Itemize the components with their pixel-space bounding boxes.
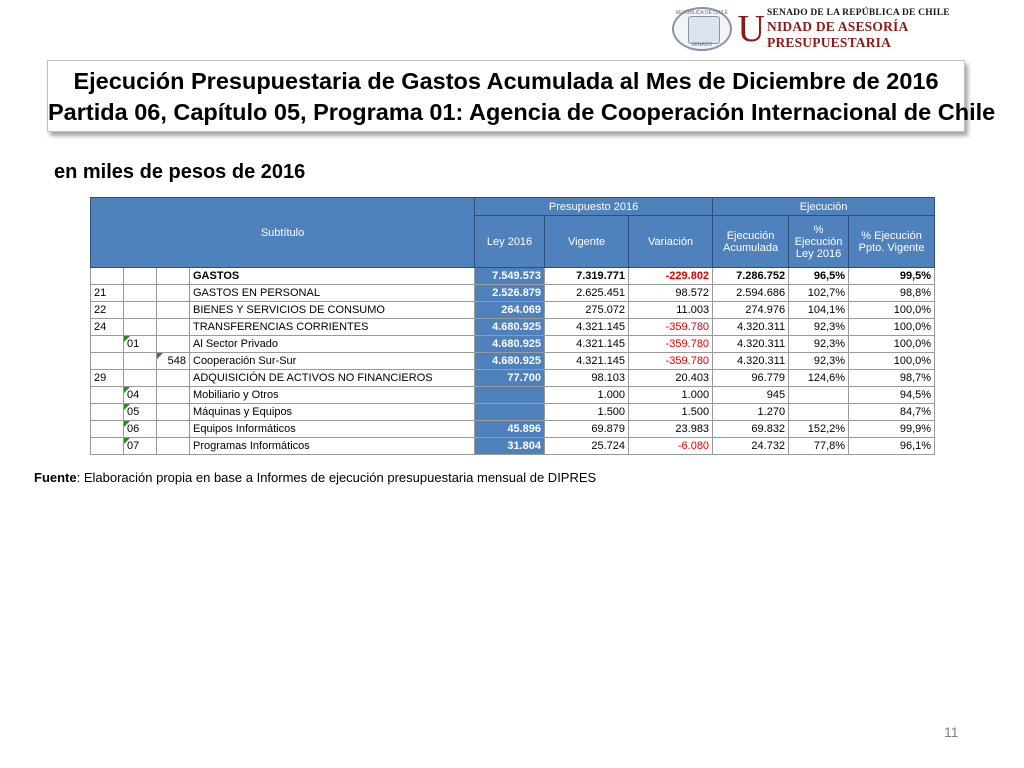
header-subtitulo: Subtítulo [91, 198, 475, 268]
table-row [91, 268, 935, 285]
cell-name: Al Sector Privado [190, 336, 475, 353]
cell-ejecucion: 274.976 [713, 302, 789, 319]
cell-name: Equipos Informáticos [190, 421, 475, 438]
seal-top-text: REPÚBLICA DE CHILE [675, 10, 729, 16]
cell-c1 [91, 387, 124, 404]
cell-c1: 29 [91, 370, 124, 387]
table-row [91, 353, 935, 370]
cell-c1 [91, 353, 124, 370]
cell-ley: 45.896 [475, 421, 545, 438]
cell-pct-ley: 104,1% [789, 302, 849, 319]
cell-vigente: 1.000 [545, 387, 629, 404]
cell-ejecucion: 4.320.311 [713, 353, 789, 370]
cell-pct-ley: 102,7% [789, 285, 849, 302]
cell-ley: 2.526.879 [475, 285, 545, 302]
cell-ley [475, 387, 545, 404]
cell-ley: 31.804 [475, 438, 545, 455]
cell-pct-vigente: 84,7% [849, 404, 935, 421]
cell-variacion: -359.780 [629, 336, 713, 353]
cell-name: TRANSFERENCIAS CORRIENTES [190, 319, 475, 336]
header-ley: Ley 2016 [475, 216, 545, 268]
cell-ejecucion: 24.732 [713, 438, 789, 455]
header-ejecucion-acumulada: Ejecución Acumulada [713, 216, 789, 268]
cell-vigente: 275.072 [545, 302, 629, 319]
table-row [91, 370, 935, 387]
cell-c3 [157, 319, 190, 336]
cell-c3 [157, 336, 190, 353]
cell-c1 [91, 336, 124, 353]
cell-vigente: 98.103 [545, 370, 629, 387]
cell-vigente: 4.321.145 [545, 336, 629, 353]
header-presupuesto: Presupuesto 2016 [475, 198, 713, 216]
cell-variacion: 98.572 [629, 285, 713, 302]
cell-pct-ley: 124,6% [789, 370, 849, 387]
cell-ley: 4.680.925 [475, 353, 545, 370]
senate-logo [672, 6, 1024, 52]
cell-c2: 01 [124, 336, 157, 353]
cell-pct-vigente: 99,9% [849, 421, 935, 438]
source-label: Fuente [34, 470, 77, 485]
cell-c3 [157, 285, 190, 302]
cell-pct-vigente: 98,8% [849, 285, 935, 302]
cell-pct-ley [789, 387, 849, 404]
cell-ley [475, 404, 545, 421]
cell-c2 [124, 319, 157, 336]
cell-pct-ley: 92,3% [789, 353, 849, 370]
cell-ejecucion: 69.832 [713, 421, 789, 438]
cell-pct-vigente: 96,1% [849, 438, 935, 455]
cell-variacion: -359.780 [629, 319, 713, 336]
cell-name: BIENES Y SERVICIOS DE CONSUMO [190, 302, 475, 319]
cell-variacion: -229.802 [629, 268, 713, 285]
logo-initial: U [737, 8, 765, 50]
cell-c3 [157, 404, 190, 421]
cell-c3 [157, 438, 190, 455]
cell-c2: 05 [124, 404, 157, 421]
coat-of-arms-icon [688, 16, 720, 44]
cell-c3: 548 [157, 353, 190, 370]
cell-c1: 21 [91, 285, 124, 302]
cell-ley: 77.700 [475, 370, 545, 387]
cell-c2: 07 [124, 438, 157, 455]
cell-c1 [91, 421, 124, 438]
table-row [91, 404, 935, 421]
cell-ley: 4.680.925 [475, 319, 545, 336]
cell-pct-ley: 92,3% [789, 336, 849, 353]
cell-ejecucion: 945 [713, 387, 789, 404]
header-ejecucion-group: Ejecución [713, 198, 935, 216]
cell-c2 [124, 268, 157, 285]
page-number: 11 [944, 724, 959, 740]
senate-seal-icon [672, 7, 732, 51]
cell-vigente: 4.321.145 [545, 319, 629, 336]
cell-variacion: -6.080 [629, 438, 713, 455]
cell-vigente: 2.625.451 [545, 285, 629, 302]
cell-ejecucion: 4.320.311 [713, 319, 789, 336]
cell-pct-vigente: 98,7% [849, 370, 935, 387]
table-row [91, 421, 935, 438]
cell-ejecucion: 4.320.311 [713, 336, 789, 353]
table-row [91, 387, 935, 404]
cell-c2 [124, 370, 157, 387]
cell-ley: 264.069 [475, 302, 545, 319]
cell-variacion: 20.403 [629, 370, 713, 387]
slide-title-line-1: Ejecución Presupuestaria de Gastos Acumulada al Mes de Diciembre de 2016 [73, 68, 939, 94]
cell-pct-vigente: 94,5% [849, 387, 935, 404]
header-variacion: Variación [629, 216, 713, 268]
cell-c2: 06 [124, 421, 157, 438]
cell-c2 [124, 285, 157, 302]
units-subtitle: en miles de pesos de 2016 [54, 161, 306, 183]
logo-subtitle: SENADO DE LA REPÚBLICA DE CHILE [767, 7, 950, 18]
cell-vigente: 1.500 [545, 404, 629, 421]
table-row [91, 336, 935, 353]
cell-ley: 7.549.573 [475, 268, 545, 285]
table-row [91, 302, 935, 319]
cell-pct-ley: 96,5% [789, 268, 849, 285]
cell-c1 [91, 268, 124, 285]
cell-pct-ley [789, 404, 849, 421]
cell-name: GASTOS EN PERSONAL [190, 285, 475, 302]
cell-pct-vigente: 100,0% [849, 336, 935, 353]
cell-c1 [91, 438, 124, 455]
logo-text [767, 8, 1024, 51]
cell-pct-vigente: 100,0% [849, 302, 935, 319]
cell-c3 [157, 387, 190, 404]
cell-name: GASTOS [190, 268, 475, 285]
header-pct-vigente: % Ejecución Ppto. Vigente [849, 216, 935, 268]
cell-variacion: 1.000 [629, 387, 713, 404]
cell-vigente: 4.321.145 [545, 353, 629, 370]
cell-vigente: 7.319.771 [545, 268, 629, 285]
budget-table [90, 197, 935, 455]
cell-name: Máquinas y Equipos [190, 404, 475, 421]
table-row [91, 438, 935, 455]
cell-pct-ley: 77,8% [789, 438, 849, 455]
cell-name: Programas Informáticos [190, 438, 475, 455]
seal-bottom-text: SENADO [691, 42, 713, 48]
cell-ley: 4.680.925 [475, 336, 545, 353]
table-row [91, 285, 935, 302]
cell-c2 [124, 302, 157, 319]
cell-ejecucion: 96.779 [713, 370, 789, 387]
cell-variacion: 23.983 [629, 421, 713, 438]
cell-c3 [157, 370, 190, 387]
cell-pct-vigente: 100,0% [849, 353, 935, 370]
cell-c2: 04 [124, 387, 157, 404]
cell-c2 [124, 353, 157, 370]
cell-name: Mobiliario y Otros [190, 387, 475, 404]
cell-vigente: 69.879 [545, 421, 629, 438]
cell-vigente: 25.724 [545, 438, 629, 455]
cell-c1: 24 [91, 319, 124, 336]
cell-c3 [157, 302, 190, 319]
cell-c1: 22 [91, 302, 124, 319]
cell-name: ADQUISICIÓN DE ACTIVOS NO FINANCIEROS [190, 370, 475, 387]
cell-ejecucion: 7.286.752 [713, 268, 789, 285]
cell-name: Cooperación Sur-Sur [190, 353, 475, 370]
cell-pct-vigente: 99,5% [849, 268, 935, 285]
cell-ejecucion: 2.594.686 [713, 285, 789, 302]
table-row [91, 319, 935, 336]
slide-title-line-2: Partida 06, Capítulo 05, Programa 01: Agencia de Cooperación Internacional de Chile [48, 99, 996, 125]
cell-pct-ley: 152,2% [789, 421, 849, 438]
cell-ejecucion: 1.270 [713, 404, 789, 421]
cell-variacion: 11.003 [629, 302, 713, 319]
header-vigente: Vigente [545, 216, 629, 268]
cell-variacion: -359.780 [629, 353, 713, 370]
header-pct-ley: % Ejecución Ley 2016 [789, 216, 849, 268]
cell-c3 [157, 421, 190, 438]
cell-c3 [157, 268, 190, 285]
cell-variacion: 1.500 [629, 404, 713, 421]
slide-title-box [47, 60, 996, 132]
cell-pct-ley: 92,3% [789, 319, 849, 336]
source-text: : Elaboración propia en base a Informes de ejecución presupuestaria mensual de DIPRES [76, 470, 597, 485]
source-note [34, 470, 596, 485]
cell-c1 [91, 404, 124, 421]
logo-main-title: NIDAD DE ASESORÍA PRESUPUESTARIA [767, 18, 908, 50]
cell-pct-vigente: 100,0% [849, 319, 935, 336]
